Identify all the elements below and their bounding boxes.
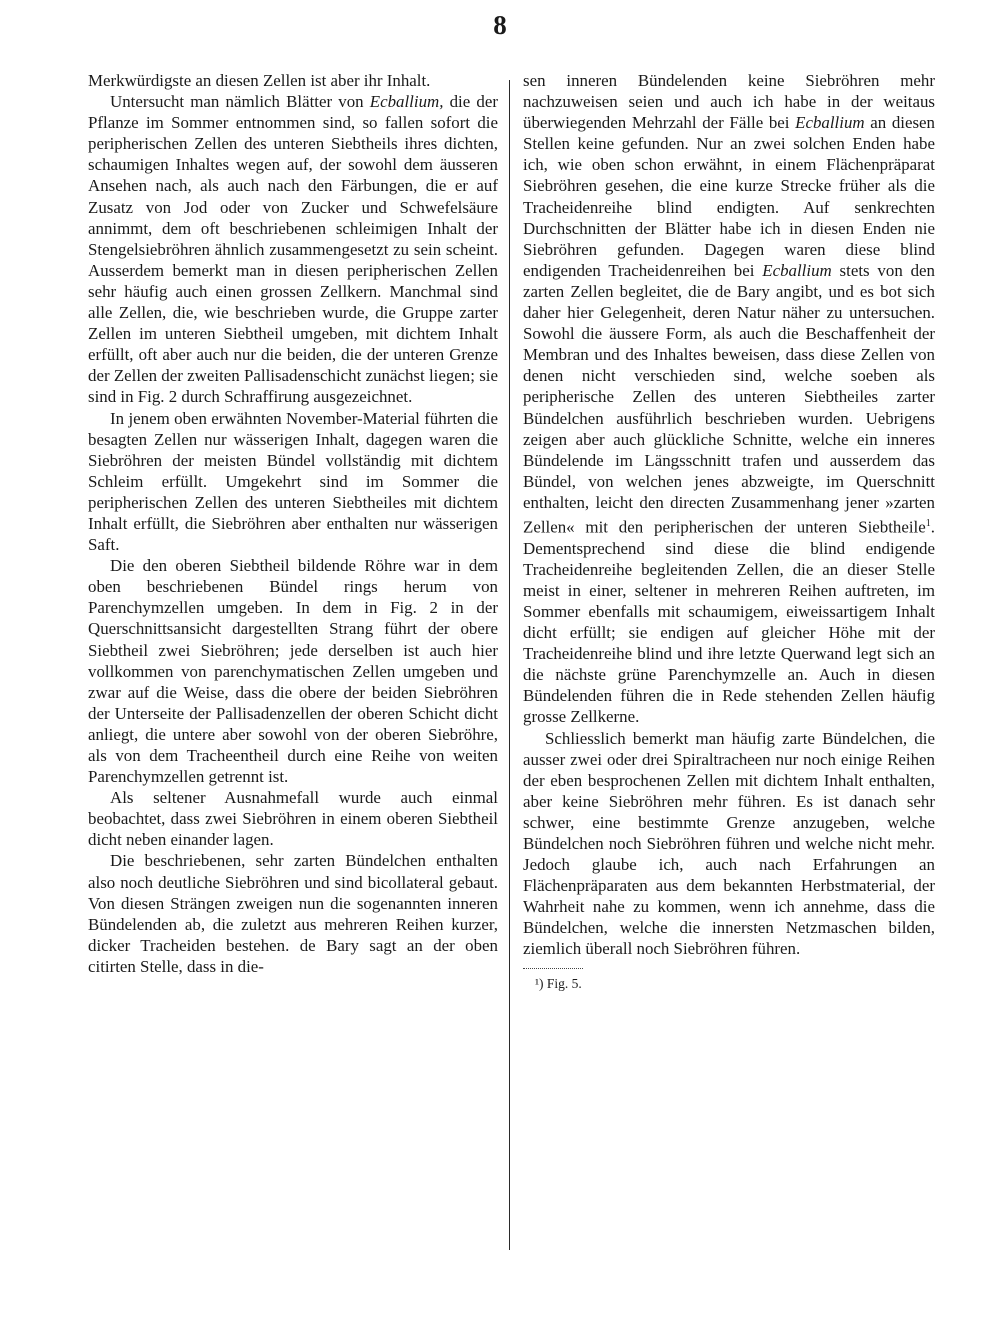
left-column [88,70,498,977]
paragraph: Merkwürdigste an diesen Zellen ist aber ihr Inhalt. [88,71,431,90]
footnote-marker[interactable]: 1 [925,517,931,529]
paragraph: Als seltener Ausnahmefall wurde auch einmal beobachtet, dass zwei Siebröhren in einem oberen Siebtheil dicht neben einander lagen. [88,788,498,850]
species-name: Ecballium, [369,92,444,112]
paragraph: Die beschriebenen, sehr zarten Bündelchen enthalten also noch deutliche Siebröhren und sind bicollateral gebaut. Von diesen Strängen zweigen nun die sogenannten inneren Bündelenden ab, die zuletzt aus mehreren Reihen kurzer, dicker Tracheiden bestehen. de Bary sagt an der oben citirten Stelle, dass in die- [88,851,498,976]
species-name: Ecballium [795,113,865,133]
right-column [523,70,935,992]
page-number: 8 [493,10,507,40]
paragraph: sen inneren Bündelenden keine Siebröhren mehr nachzuweisen seien und auch ich habe in der weitaus überwiegenden Mehrzahl der Fälle bei Ecballium an diesen Stellen keine gefunden. Nur an zwei solchen Enden habe ich, wie oben schon erwähnt, in einem Flächenpräparat Siebröhren gesehen, die eine kurze Strecke früher als die Tracheidenreihe blind endigten. Auf senkrechten Durchschnitten der Blätter habe ich in diesen Enden nie Siebröhren gefunden. Dagegen waren diese blind endigenden Tracheidenreihen bei Ecballium stets von den zarten Zellen begleitet, die de Bary angibt, und es bot sich daher hier Gelegenheit, deren Natur näher zu untersuchen. Sowohl die äussere Form, als auch die Beschaffenheit der Membran und des Inhaltes beweisen, dass diese Zellen von denen nicht verschieden sind, welche soeben als peripherische Zellen des unteren Siebtheiles zarter Bündelchen ausführlich beschrieben wurden. Uebrigens zeigen aber auch glückliche Schnitte, welche ein inneres Bündelende im Längsschnitt trafen und ausserdem das Bündel, von welchen jenes abzweigte, im Querschnitt enthalten, leicht den directen Zusammenhang jener »zarten Zellen« mit den peripherischen der unteren Siebtheile$^1$. Dementsprechend sind diese die blind endigende Tracheidenreihe begleitenden Zellen, die an dieser Stelle meist in einer, seltener in mehreren Reihen auftreten, im Sommer ebenfalls mit schaumigem, eiweissartigem Inhalt dicht erfüllt; sie endigen auf gleicher Höhe mit der Tracheidenreihe blind und ihre letzte Querwand legt sich an die nächste grüne Parenchymzelle an. Auch in diesen Bündelenden führen die in Rede stehenden Zellen häufig grosse Zellkerne. [523,71,935,727]
column-divider [509,80,510,1250]
paragraph: In jenem oben erwähnten November-Material führten die besagten Zellen nur wässerigen Inhalt, dagegen waren die Siebröhren der meisten Bündel vollständig mit dichtem Schleim erfüllt. Umgekehrt sind im Sommer die peripherischen Zellen des unteren Siebtheiles mit dichtem Inhalt erfüllt, die Siebröhren aber enthalten nur wässerigen Saft. [88,408,498,555]
paragraph: Untersucht man nämlich Blätter von Ecballium, die der Pflanze im Sommer entnommen sind, so fallen sofort die peripherischen Zellen des unteren Siebtheils ihres dichten, schaumigen Inhaltes wegen auf, der sowohl dem äusseren Ansehen nach, als auch nach den Färbungen, die er auf Zusatz von Jod oder von Zucker und Schwefelsäure annimmt, dem oft beschriebenen schleimigen Inhalt der Stengelsiebröhren ähnlich zusammengesetzt zu sein scheint. Ausserdem bemerkt man in diesen peripherischen Zellen sehr häufig auch einen grossen Zellkern. Manchmal sind alle Zellen, die, wie beschrieben wurde, die Gruppe zarter Zellen im unteren Siebtheil umgeben, mit dichtem Inhalt erfüllt, oft aber auch nur die beiden, die der unteren Grenze der Zellen der zweiten Pallisadenschicht zunächst liegen; sie sind in Fig. 2 durch Schraffirung ausgezeichnet. [88,92,498,407]
species-name: Ecballium [762,260,832,280]
paragraph: Die den oberen Siebtheil bildende Röhre war in dem oben beschriebenen Bündel rings herum von Parenchymzellen umgeben. In dem in Fig. 2 in der Querschnittsansicht dargestellten Strang führt der obere Siebtheil zwei Siebröhren; jede derselben ist auch hier vollkommen von parenchymatischen Zellen umgeben und zwar auf die Weise, dass die obere der beiden Siebröhren der Unterseite der Pallisadenzellen der oberen Schicht dicht anliegt, die untere aber sowohl von der oberen Siebröhre, als von dem Tracheentheil durch eine Reihe von weiten Parenchymzellen getrennt ist. [88,556,498,787]
paragraph: Schliesslich bemerkt man häufig zarte Bündelchen, die ausser zwei oder drei Spiraltracheen nur noch einige Reihen der eben besprochenen Zellen mit dichtem Inhalt enthalten, aber keine Siebröhren mehr führen. Es ist danach sehr schwer, eine bestimmte Grenze anzugeben, welche Bündelchen noch Siebröhren führen und welche nicht mehr. Jedoch glaube ich, auch nach Erfahrungen an Flächenpräparaten aus dem bekannten Herbstmaterial, der Wahrheit nahe zu kommen, wenn ich annehme, dass die Bündelchen, welche die innersten Netzmaschen bilden, ziemlich überall noch Siebröhren führen. [523,728,935,959]
footnote-separator [523,968,583,969]
footnote: ¹) Fig. 5. [535,975,582,991]
